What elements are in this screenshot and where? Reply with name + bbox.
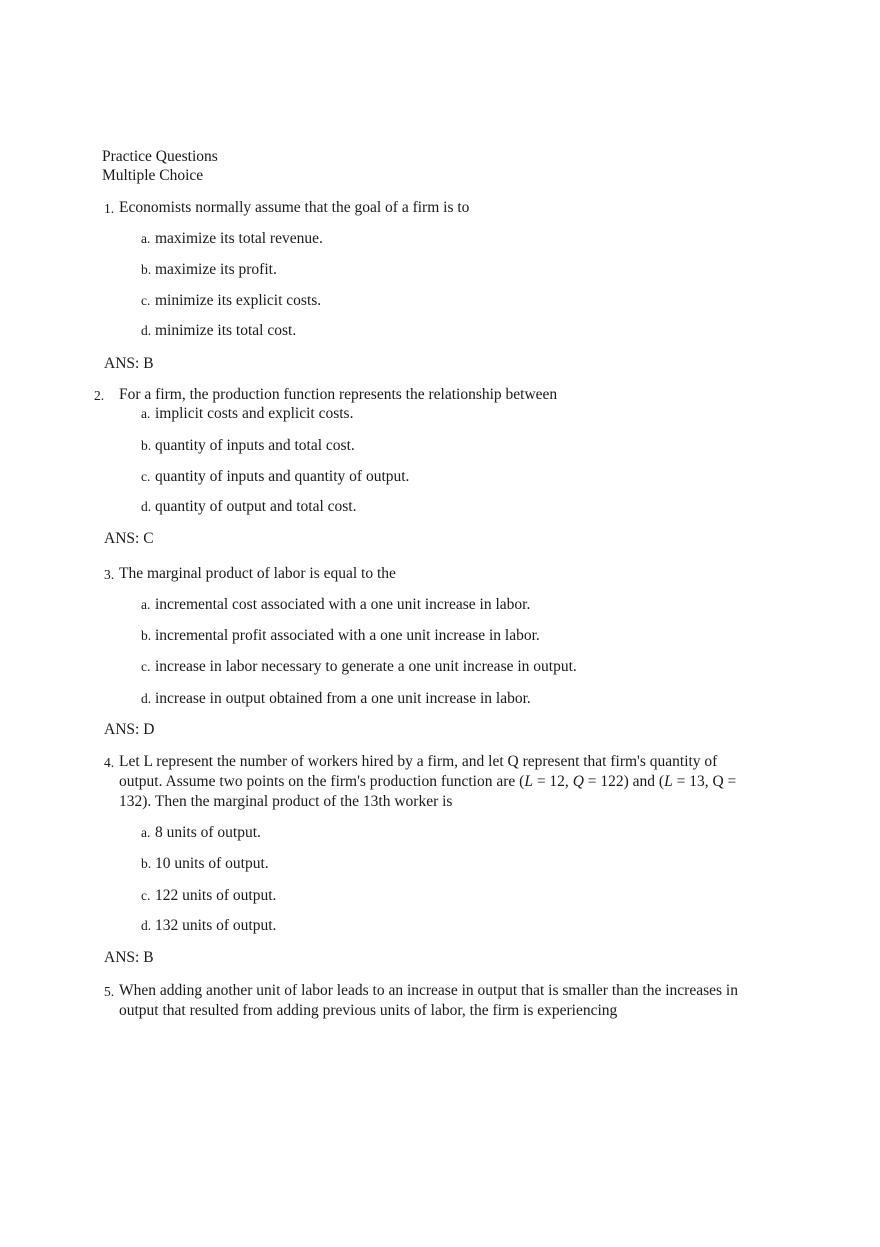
option-text: implicit costs and explicit costs. xyxy=(155,405,354,422)
option-b xyxy=(141,626,540,646)
option-letter: a. xyxy=(141,231,151,246)
option-text: quantity of output and total cost. xyxy=(155,498,357,515)
option-text: quantity of inputs and quantity of output. xyxy=(155,468,410,485)
option-a xyxy=(141,404,353,424)
option-c xyxy=(141,886,276,906)
answer-key: ANS: B xyxy=(104,949,154,966)
option-c xyxy=(141,291,321,311)
option-letter: d. xyxy=(141,323,152,338)
option-letter: a. xyxy=(141,406,151,421)
option-c xyxy=(141,467,409,487)
option-a xyxy=(141,229,323,249)
option-letter: b. xyxy=(141,856,152,871)
option-c xyxy=(141,657,577,677)
page-subtitle: Multiple Choice xyxy=(102,167,204,184)
option-text: 8 units of output. xyxy=(155,824,261,841)
option-a xyxy=(141,595,530,615)
option-letter: c. xyxy=(141,659,151,674)
option-text: minimize its explicit costs. xyxy=(155,292,322,309)
option-text: incremental cost associated with a one unit increase in labor. xyxy=(155,596,531,613)
option-letter: b. xyxy=(141,628,152,643)
option-text: increase in output obtained from a one unit increase in labor. xyxy=(155,690,531,707)
option-text: maximize its profit. xyxy=(155,261,277,278)
option-letter: a. xyxy=(141,597,151,612)
question-number: 1. xyxy=(104,201,115,216)
option-letter: d. xyxy=(141,918,152,933)
option-text: 10 units of output. xyxy=(155,855,269,872)
option-letter: c. xyxy=(141,293,151,308)
option-b xyxy=(141,436,355,456)
option-letter: d. xyxy=(141,499,152,514)
answer-key: ANS: C xyxy=(104,530,154,547)
option-letter: c. xyxy=(141,469,151,484)
option-text: increase in labor necessary to generate a one unit increase in output. xyxy=(155,658,577,675)
page-title: Practice Questions xyxy=(102,148,218,165)
question-text-line-2: output. Assume two points on the firm's production function are (L = 12, Q = 122) and (L = 13, Q = xyxy=(119,773,737,790)
question-number: 4. xyxy=(104,755,115,770)
option-b xyxy=(141,260,277,280)
option-letter: b. xyxy=(141,438,152,453)
option-text: quantity of inputs and total cost. xyxy=(155,437,355,454)
question-number: 5. xyxy=(104,984,115,999)
option-a xyxy=(141,823,261,843)
question-text: The marginal product of labor is equal to the xyxy=(119,565,396,582)
option-letter: d. xyxy=(141,691,152,706)
option-b xyxy=(141,854,269,874)
question-text-line-2: output that resulted from adding previous units of labor, the firm is experiencing xyxy=(119,1002,618,1019)
option-text: maximize its total revenue. xyxy=(155,230,323,247)
option-d xyxy=(141,916,276,936)
question-text: Economists normally assume that the goal of a firm is to xyxy=(119,199,470,216)
answer-key: ANS: D xyxy=(104,721,155,738)
option-d xyxy=(141,497,356,517)
question-text-line-3: 132). Then the marginal product of the 13th worker is xyxy=(119,793,453,810)
option-letter: b. xyxy=(141,262,152,277)
option-text: 122 units of output. xyxy=(155,887,277,904)
question-text-line-1: When adding another unit of labor leads to an increase in output that is smaller than the increases in xyxy=(119,982,738,999)
option-text: minimize its total cost. xyxy=(155,322,297,339)
option-text: incremental profit associated with a one unit increase in labor. xyxy=(155,627,540,644)
option-letter: c. xyxy=(141,888,151,903)
option-d xyxy=(141,689,531,709)
question-text: For a firm, the production function represents the relationship between xyxy=(119,386,558,403)
question-text-line-1: Let L represent the number of workers hired by a firm, and let Q represent that firm's quantity of xyxy=(119,753,718,770)
question-number: 2. xyxy=(94,388,105,403)
question-number: 3. xyxy=(104,567,115,582)
option-d xyxy=(141,321,296,341)
answer-key: ANS: B xyxy=(104,355,154,372)
option-text: 132 units of output. xyxy=(155,917,277,934)
option-letter: a. xyxy=(141,825,151,840)
